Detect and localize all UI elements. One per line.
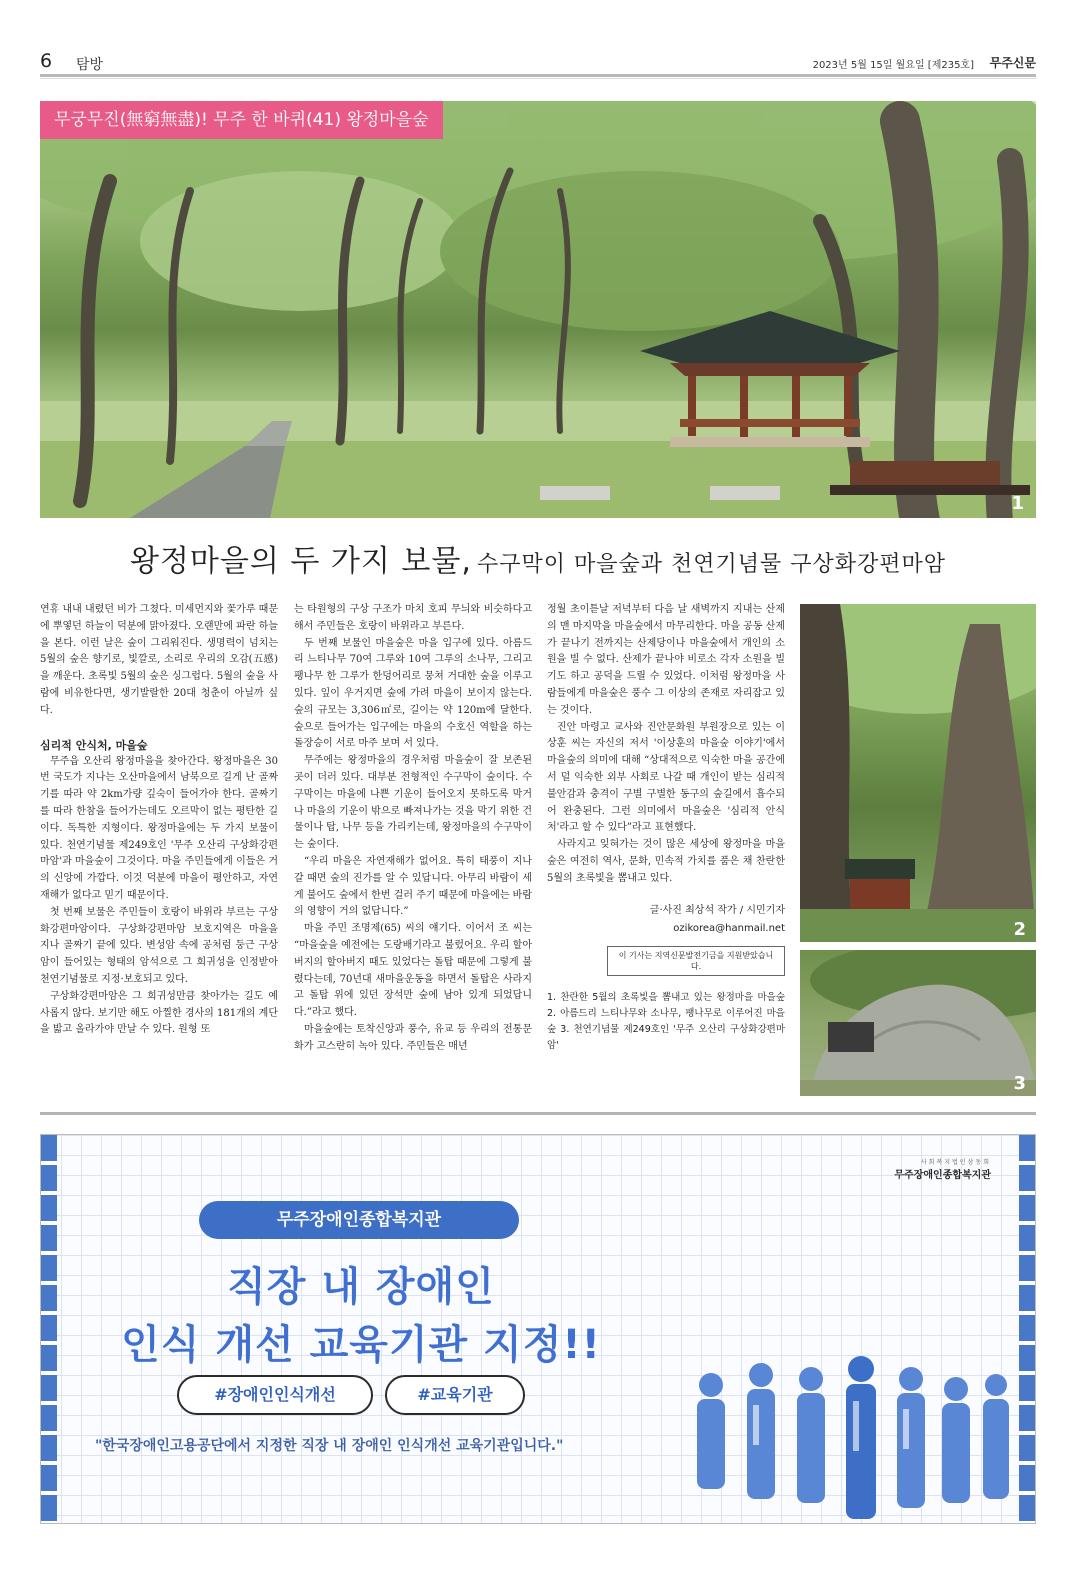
article-paragraph: 무주읍 오산리 왕정마을을 찾아간다. 왕정마을은 30번 국도가 지나는 오산마을에서 남북으로 길게 난 골짜기를 따라 약 2km가량 깊숙이 들어가야 한다. 골짜기를 따라 한참을 들어가는데도 오르막이 없는 평탄한 길이다. 독특한 지형이다. 왕정마을에는 두 가지 보물이 있다. 천연기념물 제249호인 '무주 오산리 구상화강편마암'과 마을숲이 그것이다. 마을 주민들에게 이들은 거의 신앙에 가깝다. 이것 덕분에 마을이 평안하고, 자연재해가 없다고 믿기 때문이다.	[40, 755, 278, 901]
header-rule	[40, 74, 1036, 77]
photo-label-2: 2	[1013, 919, 1026, 940]
byline: 글·사진 최상석 작가 / 시민기자	[649, 904, 785, 916]
article-quote: “우리 마을은 자연재해가 없어요. 특히 태풍이 지나갈 때면 숲의 진가를 알 수 있답니다. 아무리 바람이 세게 불어도 숲에서 한번 걸러 주기 때문에 마을에는 바람의 영향이 거의 없답니다.”	[294, 855, 532, 918]
ad-logo-org: 사회복지법인삼동회	[920, 1159, 991, 1166]
rock-illustration	[800, 950, 1036, 1096]
photo-caption: 1. 찬란한 5월의 초록빛을 뽐내고 있는 왕정마을 마을숲 2. 아름드리 느티나무와 소나무, 팽나무로 이루어진 마을숲 3. 천연기념물 제249호인 '무주 오산리 구상화강편마암'	[547, 991, 785, 1051]
forest-pavilion-illustration	[40, 101, 1036, 518]
headline-sub: 수구막이 마을숲과 천연기념물 구상화강편마암	[477, 552, 947, 577]
ad-hashtag: #장애인인식개선	[177, 1375, 373, 1415]
section-name: 탐방	[76, 57, 104, 73]
article-paragraph: 정월 초이튿날 저녁부터 다음 날 새벽까지 지내는 산제의 맨 마지막을 마을숲에서 마무리한다. 마을 공동 산제가 끝나기 전까지는 산제당이나 마을숲에서 개인의 소원을 빌 수 없다. 산제가 끝나야 비로소 각자 소원을 빌기도 하고 공덕을 드릴 수 있었다. 이처럼 왕정마을 사람들에게 마을숲은 풍수 그 이상의 존재로 자리잡고 있는 것이다.	[547, 604, 785, 716]
section-separator	[40, 1112, 1036, 1115]
photo-label-1: 1	[1011, 493, 1024, 514]
issue-date: 2023년 5월 15일 월요일 [제235호]	[812, 60, 974, 71]
advertisement	[40, 1134, 1036, 1524]
article-paragraph: 사라지고 잊혀가는 것이 많은 세상에 왕정마을 마을숲은 여전히 역사, 문화, 민속적 가치를 품은 채 찬란한 5월의 초록빛을 뽐내고 있다.	[547, 839, 785, 884]
page-header	[40, 50, 1036, 74]
article-column-1	[40, 602, 278, 1039]
article-column-2	[294, 602, 532, 1056]
series-label: 무궁무진(無窮無盡)! 무주 한 바퀴(41) 왕정마을숲	[40, 101, 443, 139]
ad-quote: "한국장애인고용공단에서 지정한 직장 내 장애인 인식개선 교육기관입니다."	[95, 1438, 564, 1454]
ad-org-pill: 무주장애인종합복지관	[199, 1201, 519, 1239]
article-paragraph: 마을숲에는 토착신앙과 풍수, 유교 등 우리의 전통문화가 고스란히 녹아 있다. 주민들은 매년	[294, 1023, 532, 1052]
article-subhead: 심리적 안식처, 마을숲	[40, 738, 148, 752]
ad-logo	[894, 1157, 991, 1181]
ad-border-left	[41, 1135, 57, 1523]
photo-3	[800, 950, 1036, 1096]
article-paragraph: 마을 주민 조명제(65) 씨의 얘기다. 이어서 조 씨는 “마을숲을 예전에는 도랑배기라고 불렀어요. 우리 할아버지의 할아버지 때도 있었다는 돌탑 때문에 그렇게 불렸다는데, 70년대 새마을운동을 하면서 돌탑은 사라지고 돌탑 위에 있던 장석만 숲에 남아 있게 되었답니다.”라고 했다.	[294, 923, 532, 1019]
ad-hashtag: #교육기관	[385, 1375, 525, 1415]
article-paragraph: 진안 마령고 교사와 진안문화원 부원장으로 있는 이상훈 씨는 자신의 저서 '이상훈의 마을숲 이야기'에서 마을숲의 의미에 대해 “상대적으로 익숙한 마을 공간에서 덜 익숙한 외부 사회로 나갈 때 개인이 받는 심리적 불안감과 충격이 구별 구별한 동구의 숲길에서 흡수되어 완충된다. 그런 의미에서 마을숲은 '심리적 안식처'라고 할 수 있다”라고 표현했다.	[547, 721, 785, 834]
header-rule-thin	[40, 78, 1036, 79]
article-column-3	[547, 602, 785, 1054]
headline	[40, 536, 1036, 580]
tree-trunk-illustration	[800, 604, 1036, 942]
ad-border-right	[1019, 1135, 1035, 1523]
article-paragraph: 첫 번째 보물은 주민들이 호랑이 바위라 부르는 구상화강편마암이다. 구상화강편마암 보호지역은 마을을 지나 골짜기 끝에 있다. 변성암 속에 공처럼 둥근 구상암이 들어있는 형태의 암석으로 그 희귀성을 인정받아 천연기념물로 지정·보호되고 있다.	[40, 906, 278, 985]
ad-title-line-1: 직장 내 장애인	[227, 1264, 495, 1310]
article-paragraph: 구상화강편마암은 그 희귀성만큼 찾아가는 길도 예사롭지 않다. 보기만 해도 아찔한 경사의 181개의 계단을 밟고 올라가야 만날 수 있다. 원형 또	[40, 990, 278, 1036]
fund-notice: 이 기사는 지역신문발전기금을 지원받았습니다.	[607, 946, 785, 976]
page-number: 6	[40, 50, 53, 72]
photo-label-3: 3	[1013, 1073, 1026, 1094]
article-paragraph: 두 번째 보물인 마을숲은 마을 입구에 있다. 아름드리 느티나무 70여 그루와 10여 그루의 소나무, 그리고 팽나무 한 그루가 한덩어리로 뭉쳐 거대한 숲을 이루고 있다. 잎이 우거지면 숲에 가려 마을이 보이지 않는다. 숲의 규모는 3,306㎡로, 길이는 약 120m에 달한다. 숲으로 들어가는 입구에는 마을의 수호신 역할을 하는 돌장승이 서로 마주 보며 서 있다.	[294, 637, 532, 750]
author-email: ozikorea@hanmail.net	[673, 922, 785, 934]
headline-main: 왕정마을의 두 가지 보물,	[129, 544, 472, 579]
hero-photo	[40, 101, 1036, 518]
ad-title-line-2: 인식 개선 교육기관 지정!!	[121, 1322, 601, 1368]
ad-logo-name: 무주장애인종합복지관	[894, 1170, 991, 1181]
article-paragraph: 무주에는 왕정마을의 경우처럼 마을숲이 잘 보존된 곳이 더러 있다. 대부분 전형적인 수구막이 숲이다. 수구막이는 마을에 나쁜 기운이 들어오지 못하도록 막거나 마을의 기운이 밖으로 빠져나가는 것을 막기 위한 건물이나 탑, 나무 등을 가리키는데, 왕정마을의 수구막이는 숲이다.	[294, 755, 532, 851]
paper-name: 무주신문	[989, 56, 1036, 70]
article-paragraph: 는 타원형의 구상 구조가 마치 호피 무늬와 비슷하다고 해서 주민들은 호랑이 바위라고 부른다.	[294, 604, 532, 632]
photo-2	[800, 604, 1036, 942]
article-intro: 연휴 내내 내렸던 비가 그쳤다. 미세먼지와 꽃가루 때문에 뿌옇던 하늘이 덕분에 맑아졌다. 오랜만에 파란 하늘을 본다. 이런 날은 숲이 그리워진다. 생명력이 넘치는 5월의 숲은 향기로, 빛깔로, 소리로 우리의 오감(五感)을 깨운다. 초록빛 5월의 숲은 싱그럽다. 5월의 숲을 사람에 비유한다면, 생기발랄한 20대 청춘이 아닐까 싶다.	[40, 604, 278, 716]
people-illustration	[681, 1345, 1011, 1524]
